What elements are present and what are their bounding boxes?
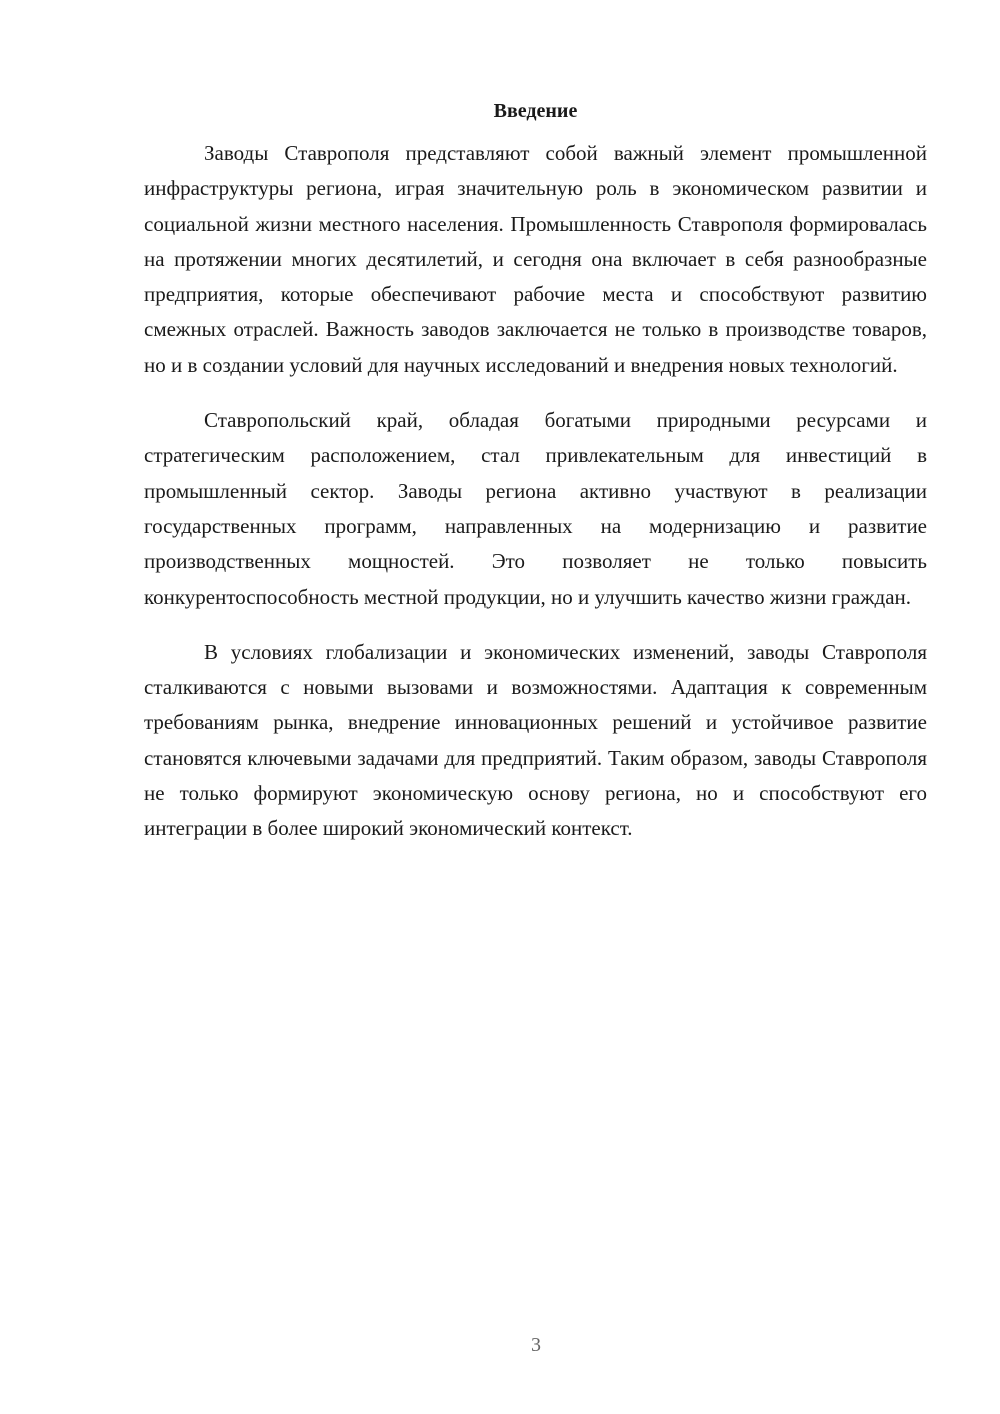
page-number: 3 [531,1334,541,1356]
page-content [144,96,927,847]
paragraph-2: Ставропольский край, обладая богатыми природными ресурсами и стратегическим расположением, стал привлекательным для инвестиций в промышленный сектор. Заводы региона активно участвуют в реализации государственных программ, направленных на модернизацию и развитие производственных мощностей. Это позволяет не только повысить конкурентоспособность местной продукции, но и улучшить качество жизни граждан. [144,408,927,609]
section-heading: Введение [493,100,578,122]
paragraph-3: В условиях глобализации и экономических изменений, заводы Ставрополя сталкиваются с новыми вызовами и возможностями. Адаптация к современным требованиям рынка, внедрение инновационных решений и устойчивое развитие становятся ключевыми задачами для предприятий. Таким образом, заводы Ставрополя не только формируют экономическую основу региона, но и способствуют его интеграции в более широкий экономический контекст. [144,639,927,841]
paragraph-1: Заводы Ставрополя представляют собой важный элемент промышленной инфраструктуры региона, играя значительную роль в экономическом развитии и социальной жизни местного населения. Промышленность Ставрополя формировалась на протяжении многих десятилетий, и сегодня она включает в себя разнообразные предприятия, которые обеспечивают рабочие места и способствуют развитию смежных отраслей. Важность заводов заключается не только в производстве товаров, но и в создании условий для научных исследований и внедрения новых технологий. [144,141,927,377]
